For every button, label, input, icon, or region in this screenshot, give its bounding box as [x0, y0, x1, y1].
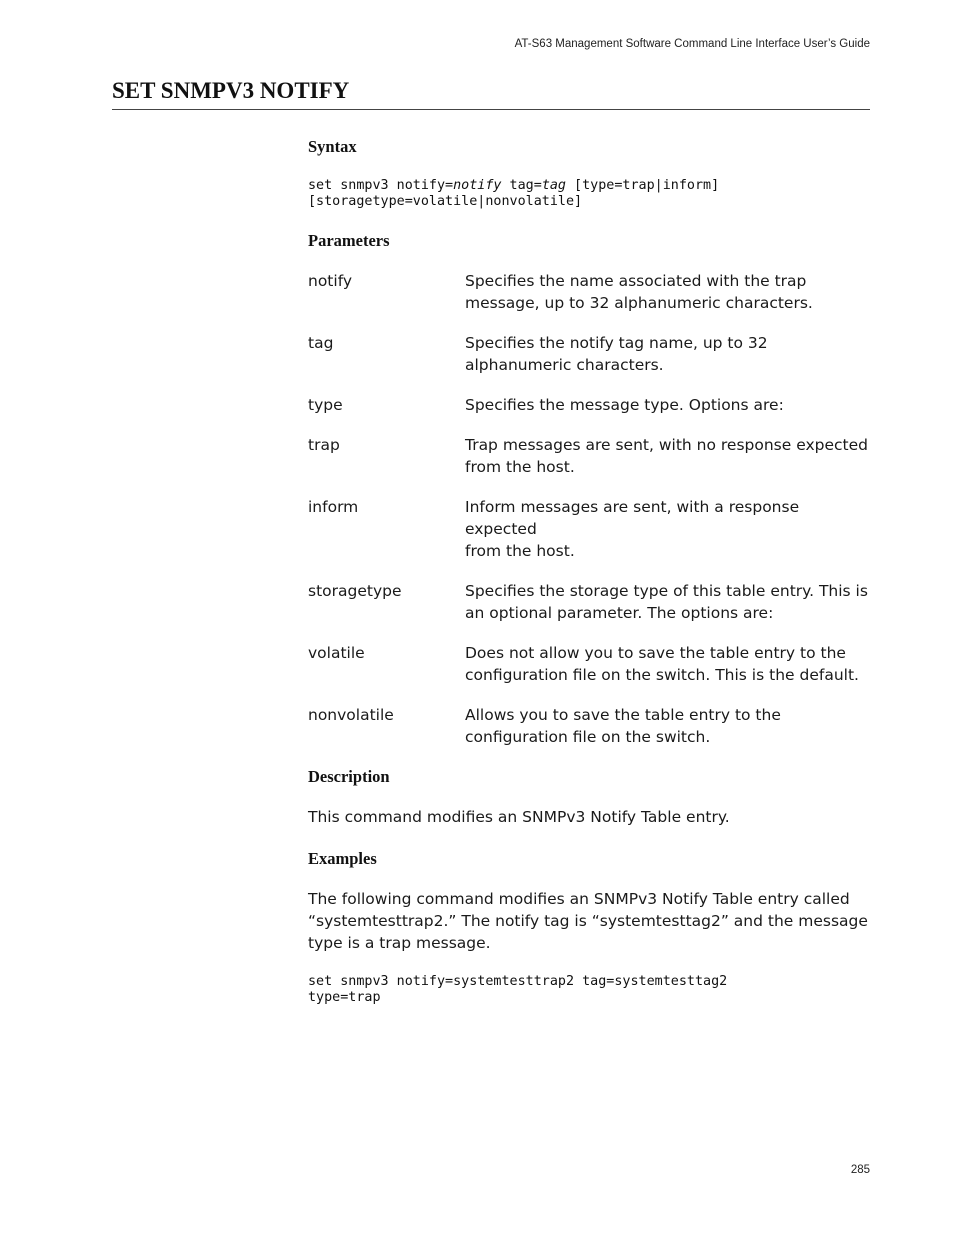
- parameter-row: [308, 270, 870, 314]
- examples-text: [308, 888, 870, 954]
- parameter-name: inform: [308, 498, 359, 516]
- parameter-description: [465, 270, 870, 314]
- parameter-name: nonvolatile: [308, 706, 394, 724]
- parameter-description: [465, 496, 870, 562]
- description-line: from the host.: [465, 458, 575, 476]
- description-line: Specifies the storage type of this table entry. This is: [465, 582, 868, 600]
- syntax-section: [308, 136, 870, 210]
- parameter-description: [465, 394, 870, 416]
- parameters-heading: Parameters: [308, 231, 390, 250]
- description-line: an optional parameter. The options are:: [465, 604, 774, 622]
- description-line: alphanumeric characters.: [465, 356, 664, 374]
- syntax-line-1: [308, 178, 870, 194]
- description-line: Specifies the message type. Options are:: [465, 396, 784, 414]
- examples-section: [308, 848, 870, 1006]
- example-code: [308, 974, 870, 1006]
- parameter-description: [465, 580, 870, 624]
- description-line: Allows you to save the table entry to the: [465, 706, 781, 724]
- syntax-line-2: [storagetype=volatile|nonvolatile]: [308, 194, 583, 209]
- description-line: Does not allow you to save the table entry to the: [465, 644, 846, 662]
- description-line: Specifies the name associated with the trap: [465, 272, 807, 290]
- description-line: Inform messages are sent, with a response expected: [465, 498, 800, 538]
- example-code-line: type=trap: [308, 990, 381, 1005]
- examples-heading: Examples: [308, 849, 377, 868]
- parameter-name: tag: [308, 334, 334, 352]
- parameters-section: [308, 230, 870, 748]
- parameter-name: trap: [308, 436, 340, 454]
- parameter-row: [308, 580, 870, 624]
- description-line: message, up to 32 alphanumeric characters.: [465, 294, 813, 312]
- examples-text-line: “systemtesttrap2.” The notify tag is “systemtesttag2” and the message: [308, 912, 868, 930]
- content: [308, 136, 870, 1006]
- syntax-suffix: [type=trap|inform]: [566, 178, 720, 193]
- parameter-name: notify: [308, 272, 353, 290]
- parameter-name: type: [308, 396, 343, 414]
- parameter-list: [308, 270, 870, 748]
- title-rule: [112, 109, 870, 110]
- description-text: This command modifies an SNMPv3 Notify Table entry.: [308, 808, 730, 826]
- parameter-row: [308, 332, 870, 376]
- description-heading: Description: [308, 767, 390, 786]
- parameter-name: volatile: [308, 644, 365, 662]
- parameter-description: [465, 704, 870, 748]
- page-title: SET SNMPV3 NOTIFY: [112, 78, 350, 103]
- syntax-notify-var: notify: [453, 178, 502, 193]
- description-section: [308, 766, 870, 828]
- description-line: Specifies the notify tag name, up to 32: [465, 334, 768, 352]
- examples-text-line: type is a trap message.: [308, 934, 491, 952]
- syntax-heading: Syntax: [308, 137, 357, 156]
- parameter-row: [308, 496, 870, 562]
- description-line: configuration file on the switch.: [465, 728, 711, 746]
- syntax-tag-label: tag=: [501, 178, 542, 193]
- description-line: Trap messages are sent, with no response expected: [465, 436, 869, 454]
- syntax-code: [308, 178, 870, 210]
- running-header: AT-S63 Management Software Command Line Interface User’s Guide: [514, 38, 870, 50]
- parameter-description: [465, 332, 870, 376]
- parameter-row: [308, 704, 870, 748]
- parameter-description: [465, 642, 870, 686]
- parameter-row: [308, 394, 870, 416]
- description-line: configuration file on the switch. This is the default.: [465, 666, 859, 684]
- example-code-line: set snmpv3 notify=systemtesttrap2 tag=systemtesttag2: [308, 974, 728, 989]
- syntax-prefix: set snmpv3 notify=: [308, 178, 454, 193]
- examples-text-line: The following command modifies an SNMPv3 Notify Table entry called: [308, 890, 850, 908]
- description-line: from the host.: [465, 542, 575, 560]
- parameter-row: [308, 642, 870, 686]
- page-number: 285: [850, 1164, 870, 1176]
- syntax-tag-var: tag: [541, 178, 566, 193]
- parameter-row: [308, 434, 870, 478]
- parameter-description: [465, 434, 870, 478]
- parameter-name: storagetype: [308, 582, 402, 600]
